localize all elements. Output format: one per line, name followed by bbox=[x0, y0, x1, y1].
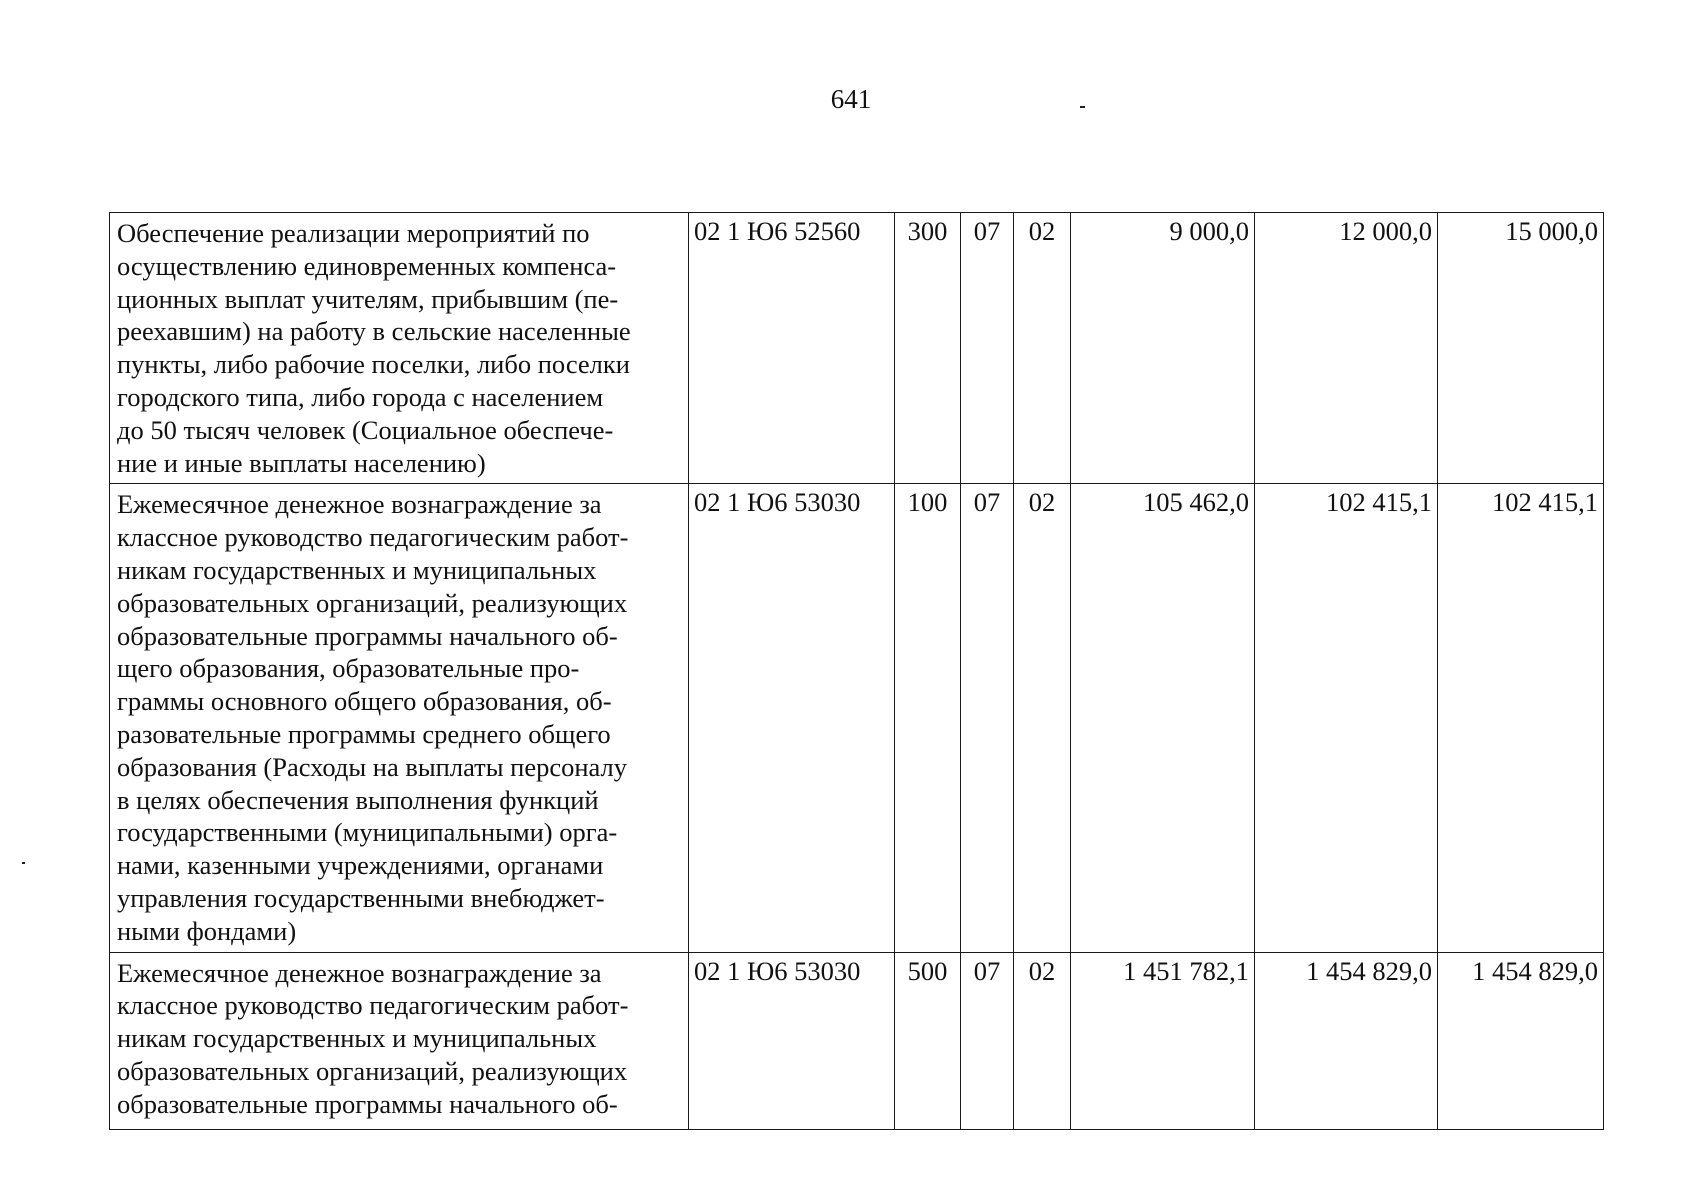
amount-year-2: 12 000,0 bbox=[1255, 213, 1438, 484]
description-line: реехавшим) на работу в сельские населенные bbox=[117, 316, 631, 347]
scan-speck bbox=[22, 862, 25, 864]
description-line: образовательные программы начального об- bbox=[117, 620, 618, 651]
amount-year-3: 102 415,1 bbox=[1438, 484, 1604, 952]
description-line: щего образования, образовательные про- bbox=[117, 653, 580, 684]
section-code: 07 bbox=[961, 213, 1014, 484]
description-line: образовательных организаций, реализующих bbox=[117, 587, 628, 618]
target-article-code: 02 1 Ю6 53030 bbox=[689, 484, 895, 952]
amount-year-3: 15 000,0 bbox=[1438, 213, 1604, 484]
description-line: никам государственных и муниципальных bbox=[117, 1023, 597, 1054]
description-line: ционных выплат учителям, прибывшим (пе- bbox=[117, 283, 619, 314]
description-line: государственными (муниципальными) орга- bbox=[117, 817, 618, 848]
description-line: разовательные программы среднего общего bbox=[117, 718, 611, 749]
description-line: образовательных организаций, реализующих bbox=[117, 1055, 628, 1086]
amount-year-2: 102 415,1 bbox=[1255, 484, 1438, 952]
table-row bbox=[110, 952, 1604, 1129]
description-line: пункты, либо рабочие поселки, либо поселки bbox=[117, 349, 630, 380]
expense-description bbox=[110, 213, 689, 484]
description-line: осуществлению единовременных компенса- bbox=[117, 250, 617, 281]
description-line: городского типа, либо города с населением bbox=[117, 381, 604, 412]
table-row bbox=[110, 213, 1604, 484]
budget-table bbox=[109, 212, 1604, 1130]
section-code: 07 bbox=[961, 952, 1014, 1129]
description-line: образования (Расходы на выплаты персоналу bbox=[117, 751, 628, 782]
amount-year-3: 1 454 829,0 bbox=[1438, 952, 1604, 1129]
description-line: никам государственных и муниципальных bbox=[117, 554, 597, 585]
description-line: Ежемесячное денежное вознаграждение за bbox=[117, 957, 602, 988]
description-line: нами, казенными учреждениями, органами bbox=[117, 850, 604, 881]
description-line: Обеспечение реализации мероприятий по bbox=[117, 218, 590, 248]
amount-year-1: 9 000,0 bbox=[1071, 213, 1255, 484]
amount-year-1: 1 451 782,1 bbox=[1071, 952, 1255, 1129]
description-line: образовательные программы начального об- bbox=[117, 1088, 618, 1119]
expense-description bbox=[110, 952, 689, 1129]
expense-type-code: 500 bbox=[895, 952, 961, 1129]
description-line: ние и иные выплаты населению) bbox=[117, 447, 486, 478]
description-line: в целях обеспечения выполнения функций bbox=[117, 784, 599, 815]
target-article-code: 02 1 Ю6 52560 bbox=[689, 213, 895, 484]
subsection-code: 02 bbox=[1014, 952, 1071, 1129]
description-line: управления государственными внебюджет- bbox=[117, 882, 605, 913]
target-article-code: 02 1 Ю6 53030 bbox=[689, 952, 895, 1129]
amount-year-1: 105 462,0 bbox=[1071, 484, 1255, 952]
amount-year-2: 1 454 829,0 bbox=[1255, 952, 1438, 1129]
scan-speck bbox=[1080, 106, 1085, 108]
description-line: ными фондами) bbox=[117, 915, 297, 946]
description-line: граммы основного общего образования, об- bbox=[117, 686, 612, 717]
expense-description bbox=[110, 484, 689, 952]
expense-type-code: 300 bbox=[895, 213, 961, 484]
subsection-code: 02 bbox=[1014, 213, 1071, 484]
description-line: классное руководство педагогическим работ- bbox=[117, 990, 629, 1021]
description-line: до 50 тысяч человек (Социальное обеспече- bbox=[117, 414, 614, 445]
section-code: 07 bbox=[961, 484, 1014, 952]
table-row bbox=[110, 484, 1604, 952]
subsection-code: 02 bbox=[1014, 484, 1071, 952]
description-line: классное руководство педагогическим работ- bbox=[117, 522, 629, 553]
description-line: Ежемесячное денежное вознаграждение за bbox=[117, 489, 602, 520]
page-number: 641 bbox=[830, 84, 872, 114]
expense-type-code: 100 bbox=[895, 484, 961, 952]
